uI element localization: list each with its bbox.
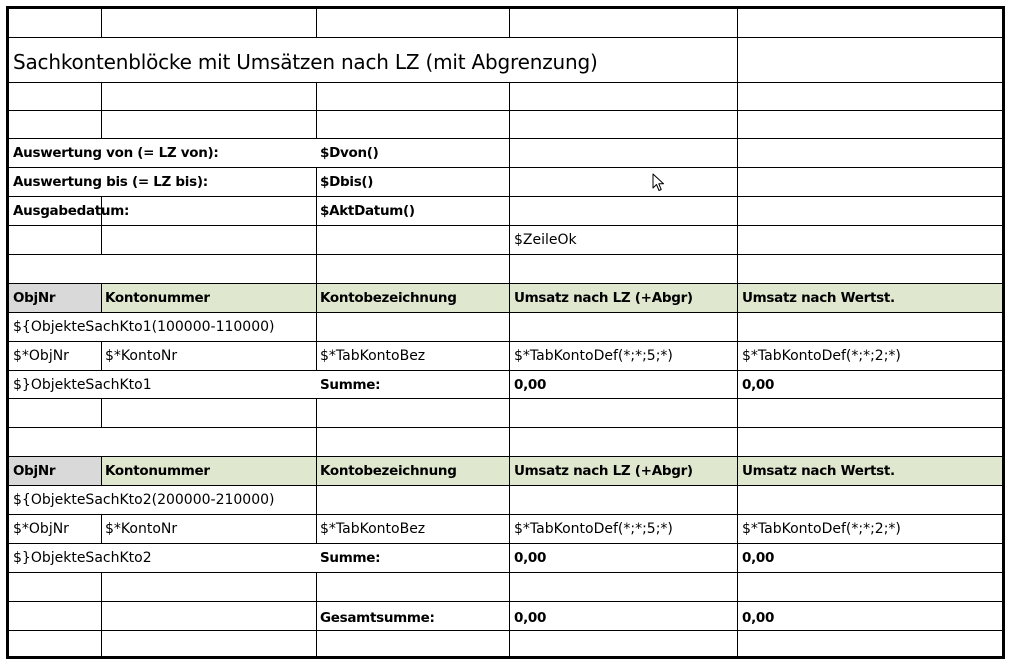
report-title: Sachkontenblöcke mit Umsätzen nach LZ (mit Abgrenzung) [13,50,598,74]
row-border [9,138,1002,139]
column-border [737,9,738,657]
block1-sum-label: Summe: [320,377,381,393]
column-border [316,167,317,371]
block1-detail-umsatz-wertst[interactable]: $*TabKontoDef(*;*;2;*) [742,348,901,364]
block1-open-marker[interactable]: ${ObjekteSachKto1(100000-110000) [13,319,275,335]
row-border [9,283,1002,284]
param-value-von[interactable]: $Dvon() [320,145,379,161]
block2-sum-wertst[interactable]: 0,00 [742,550,775,566]
column-border [101,456,102,486]
block1-sum-lz[interactable]: 0,00 [514,377,547,393]
header-objnr: ObjNr [13,290,56,306]
column-border [101,283,102,313]
column-border [101,398,102,428]
column-border [316,398,317,544]
block2-detail-umsatz-lz[interactable]: $*TabKontoDef(*;*;5;*) [514,521,673,537]
row-border [9,196,1002,197]
block2-close-marker[interactable]: $}ObjekteSachKto2 [13,550,152,566]
row-border [9,254,1002,255]
row-border [9,398,1002,399]
block2-open-marker[interactable]: ${ObjekteSachKto2(200000-210000) [13,492,275,508]
spreadsheet-sheet [6,6,1005,659]
row-border [9,82,1002,83]
row-border [9,167,1002,168]
column-border [316,9,317,38]
block2-detail-objnr[interactable]: $*ObjNr [13,521,69,537]
block1-close-marker[interactable]: $}ObjekteSachKto1 [13,377,152,393]
header-umsatz-wertst: Umsatz nach Wertst. [742,290,895,306]
column-border [509,9,510,38]
row-border [9,110,1002,111]
row-border [9,630,1002,631]
block1-detail-umsatz-lz[interactable]: $*TabKontoDef(*;*;5;*) [514,348,673,364]
param-label-bis: Auswertung bis (= LZ bis): [13,174,208,190]
zeile-ok-marker[interactable]: $ZeileOk [514,232,577,248]
column-border [316,572,317,657]
column-border [101,514,102,544]
row-border [9,427,1002,428]
row-border [9,572,1002,573]
param-value-ausgabedatum[interactable]: $AktDatum() [320,203,415,219]
header2-objnr: ObjNr [13,463,56,479]
param-value-bis[interactable]: $Dbis() [320,174,374,190]
header-kontonummer: Kontonummer [105,290,210,306]
block1-detail-kontonr[interactable]: $*KontoNr [105,348,178,364]
column-border [101,9,102,38]
column-border [101,341,102,371]
column-border [101,572,102,657]
row-border [9,485,1002,486]
column-border [509,82,510,657]
row-border [9,514,1002,515]
row-border [9,225,1002,226]
row-border [9,370,1002,371]
header2-umsatz-wertst: Umsatz nach Wertst. [742,463,895,479]
column-border [316,82,317,139]
column-border [101,82,102,139]
header2-kontobezeichnung: Kontobezeichnung [320,463,457,479]
row-border [9,543,1002,544]
block1-detail-kontobez[interactable]: $*TabKontoBez [320,348,426,364]
row-border [9,37,1002,38]
total-wertst[interactable]: 0,00 [742,610,775,626]
param-label-ausgabedatum: Ausgabedatum: [13,203,130,219]
total-label: Gesamtsumme: [320,610,435,626]
header2-umsatz-lz: Umsatz nach LZ (+Abgr) [514,463,693,479]
block2-detail-kontobez[interactable]: $*TabKontoBez [320,521,426,537]
param-label-von: Auswertung von (= LZ von): [13,145,219,161]
row-border [9,341,1002,342]
row-border [9,601,1002,602]
total-lz[interactable]: 0,00 [514,610,547,626]
block1-detail-objnr[interactable]: $*ObjNr [13,348,69,364]
header-umsatz-lz: Umsatz nach LZ (+Abgr) [514,290,693,306]
mouse-pointer-icon [652,173,666,193]
row-border [9,656,1002,657]
block2-sum-lz[interactable]: 0,00 [514,550,547,566]
block2-detail-umsatz-wertst[interactable]: $*TabKontoDef(*;*;2;*) [742,521,901,537]
header2-kontonummer: Kontonummer [105,463,210,479]
row-border [9,312,1002,313]
header-kontobezeichnung: Kontobezeichnung [320,290,457,306]
block2-sum-label: Summe: [320,550,381,566]
block2-detail-kontonr[interactable]: $*KontoNr [105,521,178,537]
row-border [9,456,1002,457]
block1-sum-wertst[interactable]: 0,00 [742,377,775,393]
